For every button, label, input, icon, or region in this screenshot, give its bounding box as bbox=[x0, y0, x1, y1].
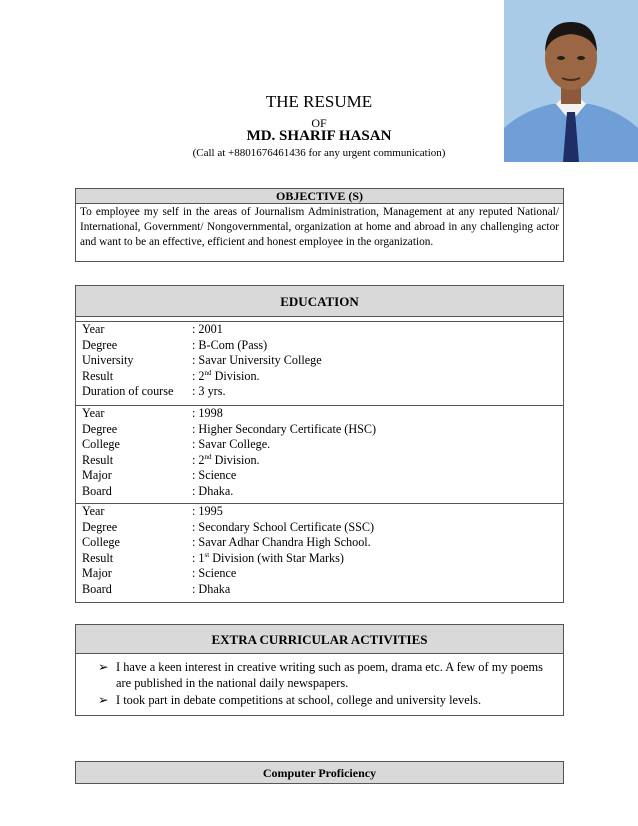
education-table bbox=[75, 317, 564, 603]
edu-row: Result : 2nd Division. bbox=[82, 368, 260, 383]
list-item bbox=[76, 692, 563, 708]
candidate-name: MD. SHARIF HASAN bbox=[246, 128, 392, 144]
edu-row: Year : 2001 bbox=[82, 322, 223, 336]
edu-row: Degree : B-Com (Pass) bbox=[82, 337, 268, 352]
edu-row: Result : 1st Division (with Star Marks) bbox=[82, 550, 344, 565]
edu-row: College : Savar Adhar Chandra High School. bbox=[82, 535, 371, 549]
edu-row: Duration of course : 3 yrs. bbox=[82, 384, 226, 398]
resume-of: OF bbox=[311, 116, 327, 130]
edu-row: University : Savar University College bbox=[82, 353, 322, 367]
list-item-text: I have a keen interest in creative writing such as poem, drama etc. A few of my poems are published in the national daily newspapers. bbox=[116, 660, 543, 690]
edu-row: Major : Science bbox=[82, 566, 237, 580]
education-block-hsc bbox=[76, 405, 563, 499]
arrow-bullet-icon: ➢ bbox=[98, 660, 109, 674]
edu-row: Degree : Secondary School Certificate (SSC) bbox=[82, 519, 375, 534]
edu-row: Board : Dhaka. bbox=[82, 483, 234, 498]
edu-row: College : Savar College. bbox=[82, 437, 271, 451]
contact-line: (Call at +8801676461436 for any urgent communication) bbox=[192, 147, 446, 159]
profile-photo bbox=[504, 0, 638, 162]
education-block-bcom bbox=[76, 321, 563, 400]
resume-title: THE RESUME bbox=[265, 92, 373, 111]
computer-proficiency-heading: Computer Proficiency bbox=[75, 761, 564, 784]
edu-row: Board : Dhaka bbox=[82, 581, 231, 596]
list-item bbox=[76, 659, 563, 691]
objective-heading: OBJECTIVE (S) bbox=[75, 188, 564, 204]
edu-row: Degree : Higher Secondary Certificate (HSC) bbox=[82, 421, 377, 436]
education-heading: EDUCATION bbox=[75, 285, 564, 317]
person-portrait-icon bbox=[504, 0, 638, 162]
arrow-bullet-icon: ➢ bbox=[98, 693, 109, 707]
edu-row: Result : 2nd Division. bbox=[82, 452, 260, 467]
edu-row: Year : 1995 bbox=[82, 504, 223, 518]
objective-text: To employee my self in the areas of Journalism Administration, Management at any reputed National/ International, Government/ Nongovernmental, organization at home and abroad in any challenging actor and want to be an effective, efficient and honest employee in the organization. bbox=[75, 204, 564, 262]
extra-curricular-heading: EXTRA CURRICULAR ACTIVITIES bbox=[75, 624, 564, 654]
list-item-text: I took part in debate competitions at school, college and university levels. bbox=[116, 693, 482, 707]
edu-row: Major : Science bbox=[82, 468, 237, 482]
extra-curricular-list bbox=[75, 654, 564, 716]
edu-row: Year : 1998 bbox=[82, 406, 223, 420]
education-block-ssc bbox=[76, 503, 563, 597]
